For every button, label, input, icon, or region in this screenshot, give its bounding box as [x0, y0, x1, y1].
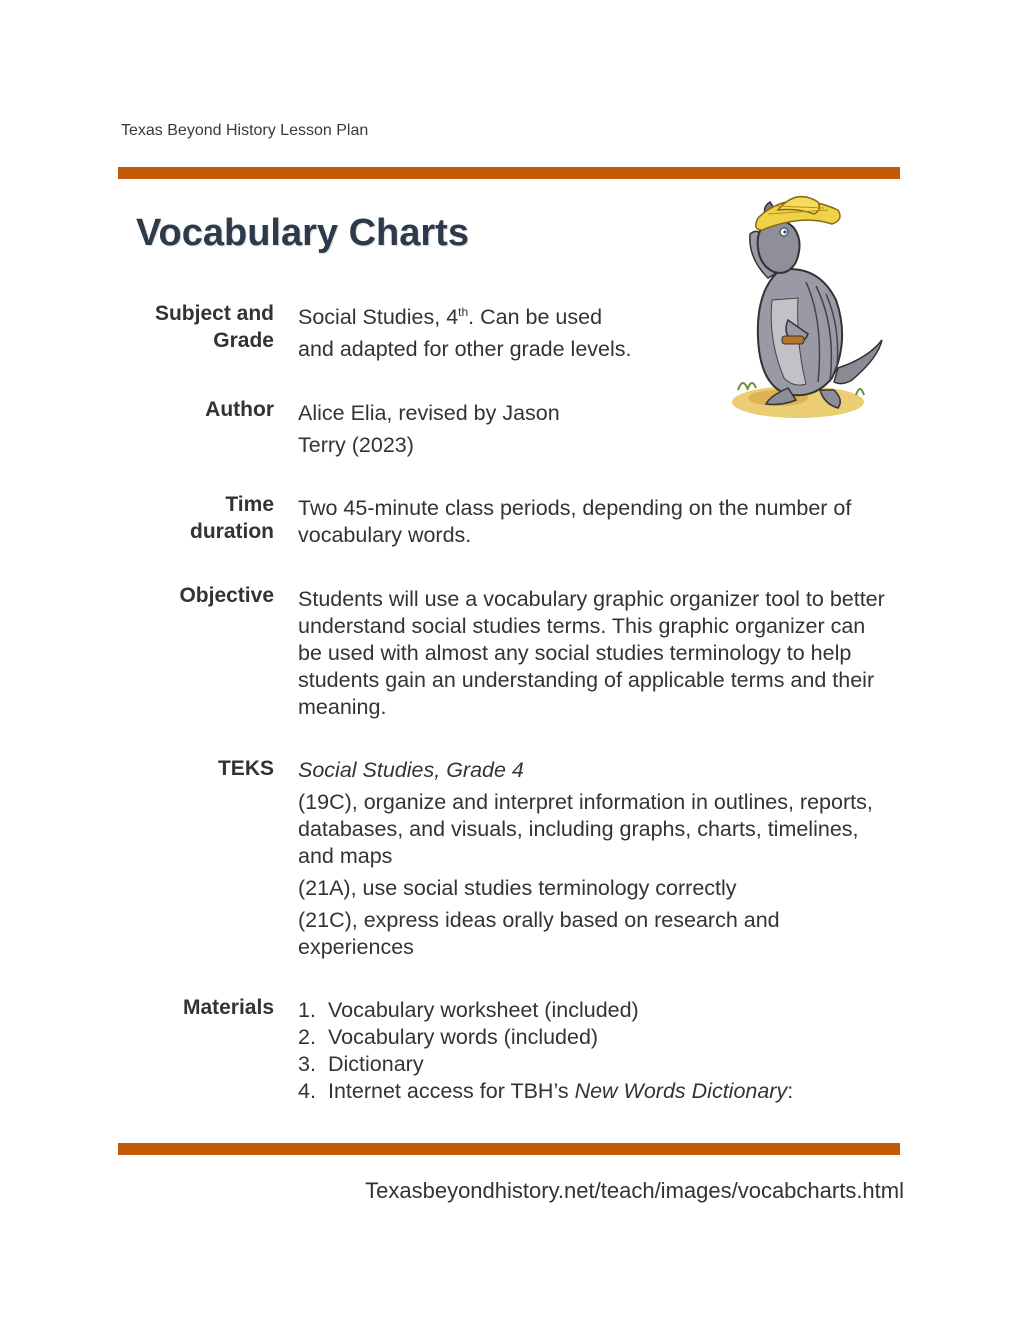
teks-value — [298, 757, 898, 961]
list-item: 4. Internet access for TBH’s New Words Dictionary: — [298, 1079, 794, 1103]
teks-label: TEKS — [217, 757, 274, 780]
objective-value: Students will use a vocabulary graphic organizer tool to better understand social studies terms. This graphic organizer can be used with almost any social studies terminology to help students gain an understanding of applicable terms and their meaning. — [298, 587, 885, 719]
teks-heading: Social Studies, Grade 4 — [298, 758, 524, 782]
footer-url[interactable]: Texasbeyondhistory.net/teach/images/vocabcharts.html — [365, 1178, 904, 1203]
materials-list — [298, 997, 898, 1105]
list-item: 2. Vocabulary words (included) — [298, 1025, 599, 1049]
list-item: 1. Vocabulary worksheet (included) — [298, 998, 639, 1022]
page-title: Vocabulary Charts — [136, 212, 469, 254]
subject-value: Social Studies, 4th. Can be used and adapted for other grade levels. — [298, 304, 632, 361]
time-label: Time duration — [190, 493, 274, 543]
top-divider — [118, 167, 900, 179]
materials-label: Materials — [182, 996, 274, 1019]
author-value: Alice Elia, revised by Jason Terry (2023) — [298, 401, 560, 457]
header-text: Texas Beyond History Lesson Plan — [121, 122, 369, 139]
author-label: Author — [205, 398, 274, 421]
teks-item: (19C), organize and interpret information in outlines, reports, databases, and visuals, including graphs, charts, timelines, and maps — [298, 790, 873, 868]
teks-item: (21A), use social studies terminology correctly — [298, 876, 737, 900]
list-item: 3. Dictionary — [298, 1052, 424, 1076]
time-value: Two 45-minute class periods, depending on the number of vocabulary words. — [298, 496, 852, 547]
teks-item: (21C), express ideas orally based on research and experiences — [298, 908, 780, 959]
subject-label: Subject and Grade — [154, 302, 274, 352]
bottom-divider — [118, 1143, 900, 1155]
objective-label: Objective — [179, 584, 274, 607]
